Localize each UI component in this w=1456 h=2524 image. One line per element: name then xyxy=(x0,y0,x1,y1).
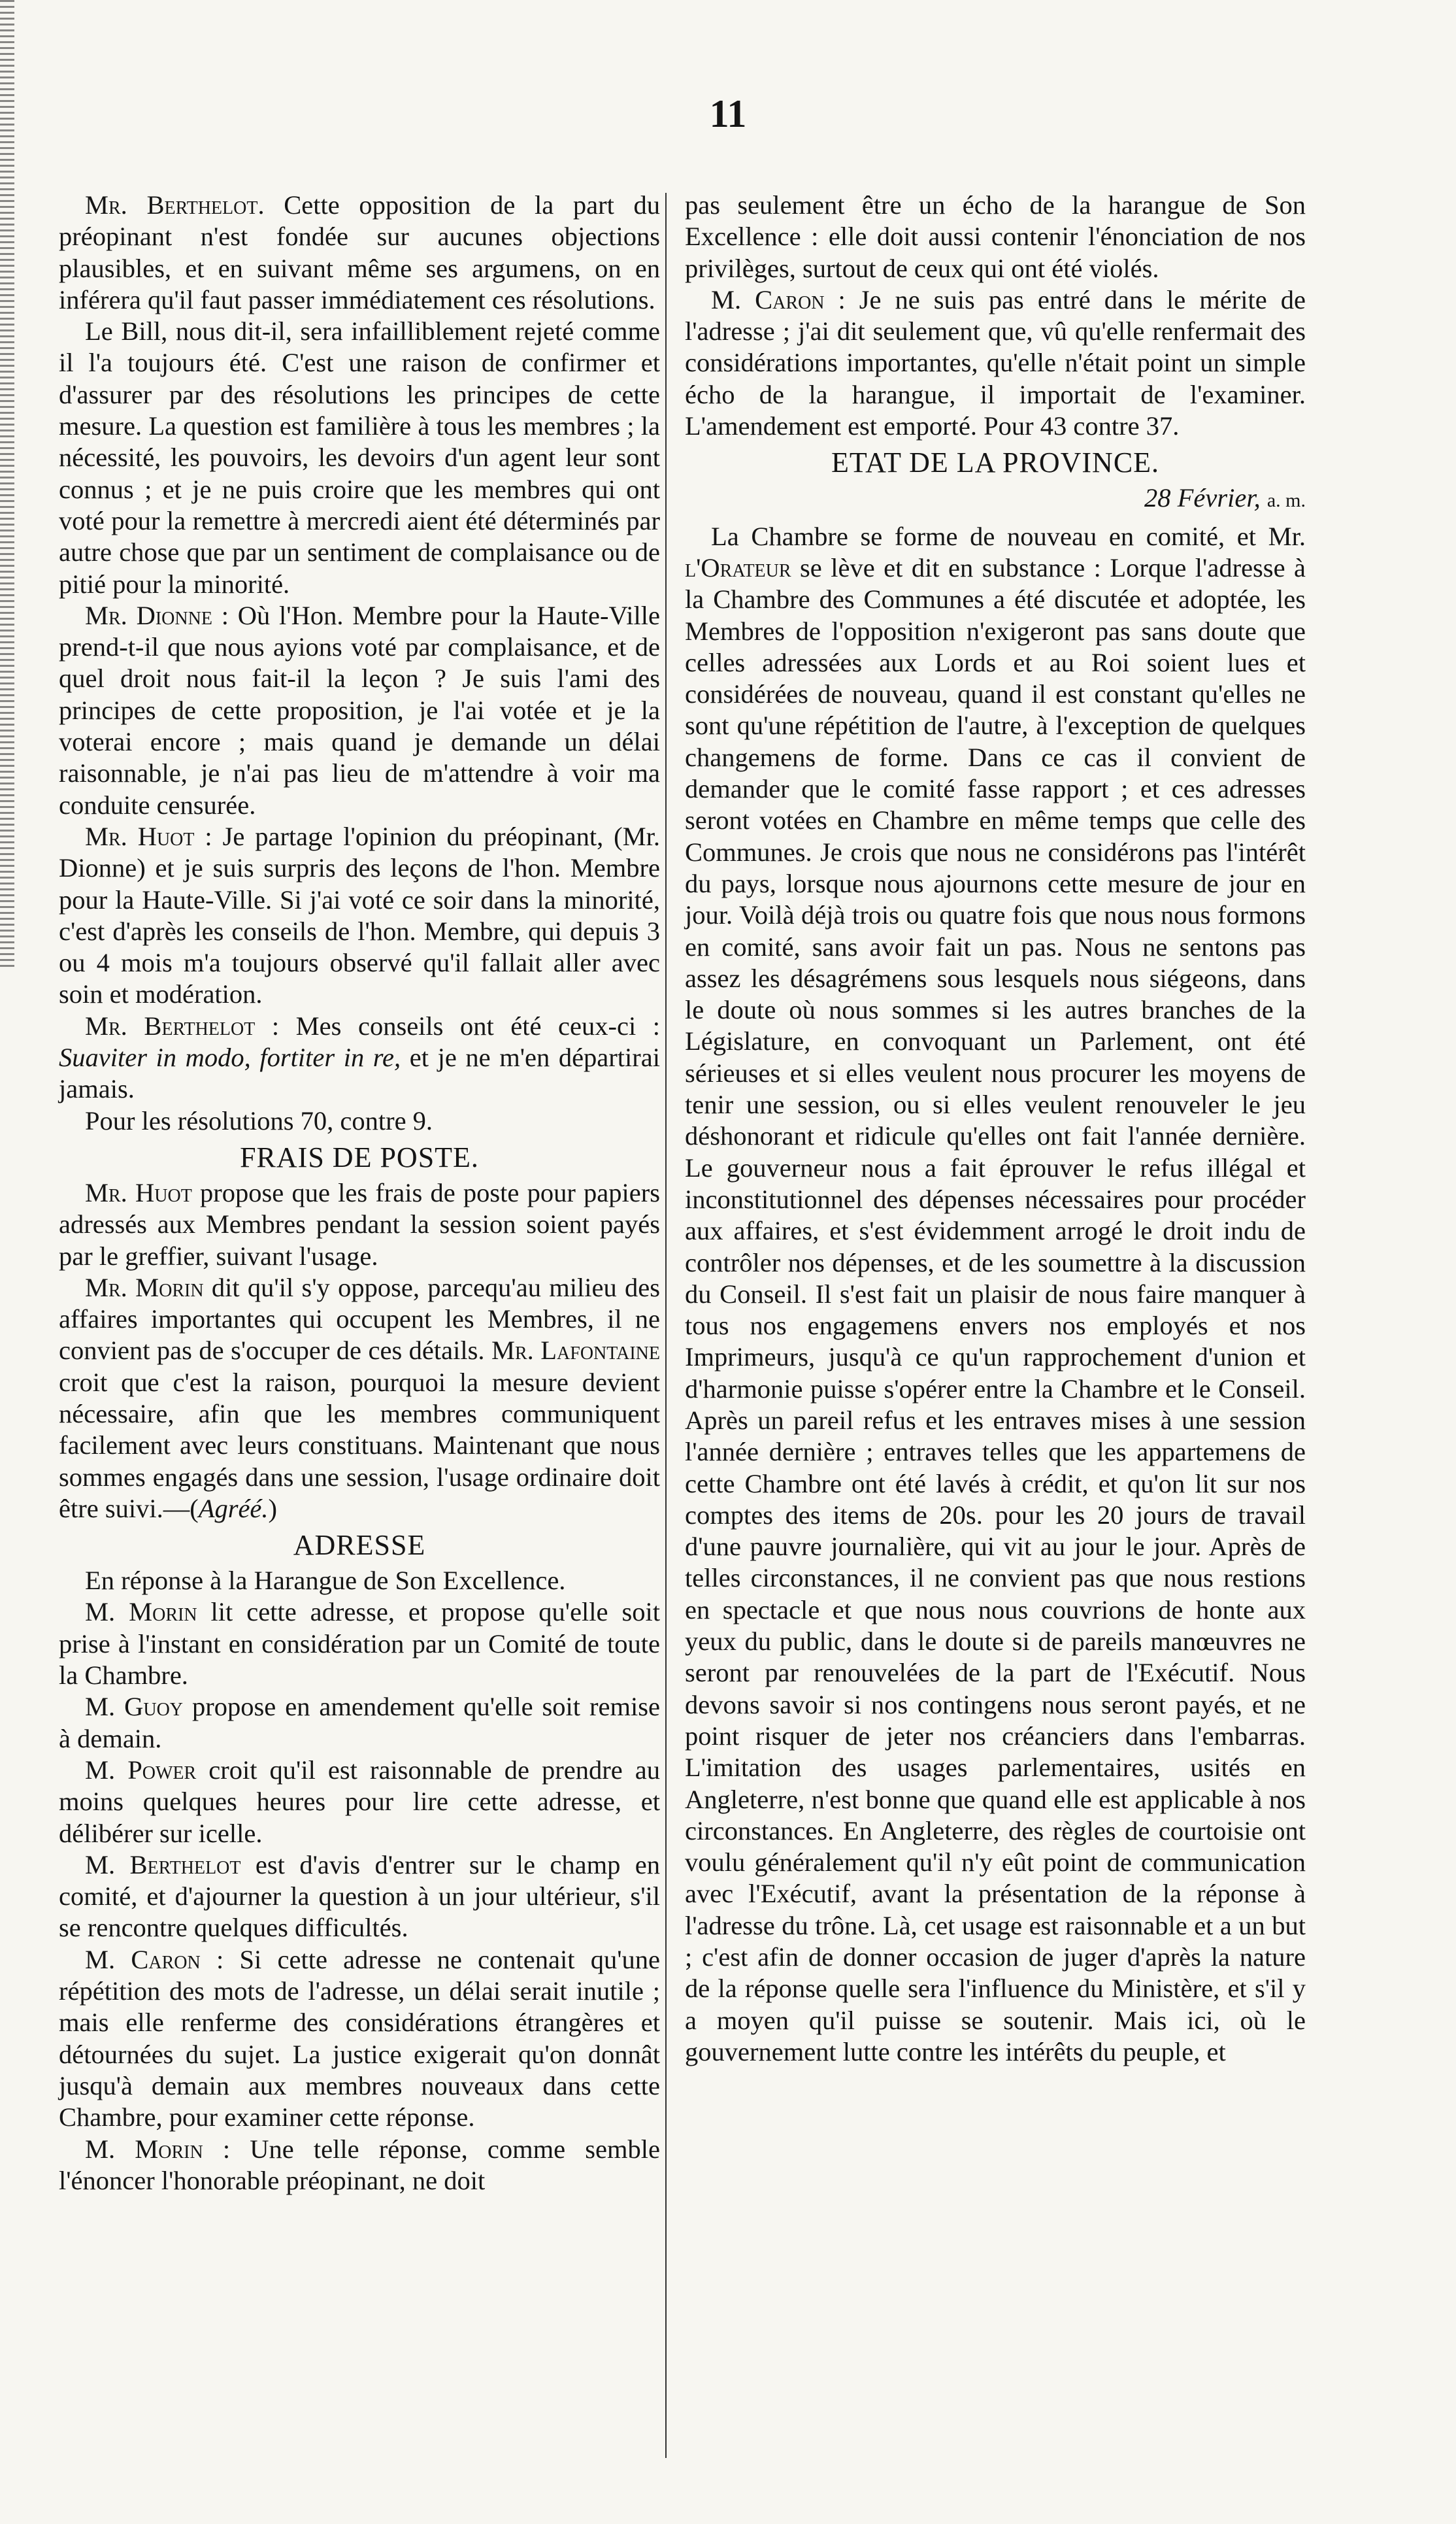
paragraph-text: ) xyxy=(268,1493,278,1523)
paragraph xyxy=(59,316,660,600)
paragraph-text: Je partage l'opinion du préopinant, (Mr. Dionne) et je suis surpris des leçons de l'hon. Membre pour la Haute-Ville. Si j'ai voté ce soir dans la minorité, c'est d'après les conseils de l'hon. Membre, qui depuis 3 ou 4 mois m'a toujours observé qu'il fallait aller avec soin et modération. xyxy=(59,821,660,1009)
speaker-name: M. Caron : xyxy=(85,1944,224,1974)
paragraph-text: dit qu'il s'y oppose, parcequ'au milieu des affaires importantes qui occupent les Membres, il ne convient pas de s'occuper de ces détails. xyxy=(59,1272,660,1366)
latin-phrase: Suaviter in modo, fortiter in re, xyxy=(59,1043,401,1073)
paragraph xyxy=(685,521,1306,2068)
section-heading: ADRESSE xyxy=(293,1529,426,1562)
paragraph xyxy=(59,1272,660,1524)
paragraph-text: La Chambre se forme de nouveau en comité, et Mr. xyxy=(711,521,1306,551)
paragraph-text: Si cette adresse ne contenait qu'une répétition des mots de l'adresse, un délai serait inutile ; mais elle renferme des considérations étrangères et détournées du sujet. La justice exigerait qu'on donnât jusqu'à demain aux membres nouveaux dans cette Chambre, pour examiner cette réponse. xyxy=(59,1944,661,2132)
speaker-name: M. Power xyxy=(85,1755,197,1785)
paragraph xyxy=(685,284,1306,442)
paragraph xyxy=(59,2134,660,2197)
speaker-name: M. Guoy xyxy=(85,1692,184,1722)
paragraph-text: Une telle réponse, comme semble l'énoncer l'honorable préopinant, ne doit xyxy=(59,2134,660,2195)
paragraph-text: lit cette adresse, et propose qu'elle soit prise à l'instant en considération par un Comité de toute la Chambre. xyxy=(59,1597,660,1691)
speaker-name: Mr. Berthelot : xyxy=(85,1011,280,1041)
paragraph xyxy=(59,1691,660,1755)
paragraph-text: En réponse à la Harangue de Son Excellence. xyxy=(85,1566,566,1596)
dateline-date: 28 Février, xyxy=(1144,483,1261,513)
right-column xyxy=(685,190,1306,2068)
paragraph xyxy=(59,600,660,821)
paragraph xyxy=(59,1105,660,1137)
paragraph xyxy=(685,190,1306,284)
paragraph xyxy=(59,821,660,1011)
paragraph-text: Cette opposition de la part du préopinant n'est fondée sur aucunes objections plausibles, et en suivant même ses argumens, on en inférera qu'il faut passer immédiatement ces résolutions. xyxy=(59,190,661,314)
section-heading: ETAT DE LA PROVINCE. xyxy=(831,446,1160,479)
page-number: 11 xyxy=(709,92,747,135)
paragraph xyxy=(59,1849,660,1944)
speaker-name: Mr. Huot xyxy=(85,1177,192,1207)
column-divider xyxy=(665,193,667,2458)
speaker-name: M. Morin : xyxy=(85,2134,231,2164)
left-column xyxy=(59,190,660,2196)
paragraph-text: et je ne m'en départirai jamais. xyxy=(59,1043,660,1104)
paragraph xyxy=(59,1944,660,2134)
paragraph xyxy=(59,1596,660,1691)
paragraph-text: est d'avis d'entrer sur le champ en comité, et d'ajourner la question à un jour ultérieur, s'il se rencontre quelques difficultés. xyxy=(59,1849,661,1943)
speaker-name: l'Orateur xyxy=(685,552,791,582)
paragraph xyxy=(59,1011,660,1105)
speaker-name: M. Caron : xyxy=(711,284,846,314)
speaker-name: M. Morin xyxy=(85,1597,197,1627)
paragraph xyxy=(59,1177,660,1272)
paragraph-text: croit qu'il est raisonnable de prendre au moins quelques heures pour lire cette adresse, et délibérer sur icelle. xyxy=(59,1755,660,1848)
dateline xyxy=(685,482,1306,516)
paragraph-text: propose que les frais de poste pour papiers adressés aux Membres pendant la session soient payés par le greffier, suivant l'usage. xyxy=(59,1177,660,1271)
section-heading: FRAIS DE POSTE. xyxy=(240,1141,479,1173)
paragraph-text: pas seulement être un écho de la harangue de Son Excellence : elle doit aussi contenir l'énonciation de nos privilèges, surtout de ceux qui ont été violés. xyxy=(685,190,1306,283)
paragraph xyxy=(59,190,660,316)
paragraph-text: Pour les résolutions 70, contre 9. xyxy=(85,1105,433,1136)
speaker-name: Mr. Lafontaine xyxy=(491,1336,660,1366)
paragraph-text: Le Bill, nous dit-il, sera infailliblement rejeté comme il l'a toujours été. C'est une raison de confirmer et d'assurer par des résolutions les principes de cette mesure. La question est familière à tous les membres ; la nécessité, les pouvoirs, les devoirs d'un agent leur sont connus ; et je ne puis croire que les membres qui ont voté pour la remettre à mercredi aient été déterminés par autre chose que par un sentiment de complaisance ou de pitié pour la minorité. xyxy=(59,316,660,599)
paragraph xyxy=(59,1755,660,1849)
italic-note: Agréé. xyxy=(198,1493,269,1523)
speaker-name: Mr. Dionne : xyxy=(85,600,229,630)
speaker-name: M. Berthelot xyxy=(85,1849,241,1879)
dateline-suffix: a. m. xyxy=(1266,490,1306,512)
paragraph-text: Mes conseils ont été ceux-ci : xyxy=(279,1011,660,1041)
paragraph xyxy=(59,1565,660,1596)
paragraph-text: Où l'Hon. Membre pour la Haute-Ville prend-t-il que nous ayions voté par complaisance, et de quel droit nous fait-il la leçon ? Je suis l'ami des principes de cette proposition, je l'ai votée et je la voterai encore ; mais quand je demande un délai raisonnable, je n'ai pas lieu de m'attendre à voir ma conduite censurée. xyxy=(59,600,660,820)
paragraph-text: croit que c'est la raison, pourquoi la mesure devient nécessaire, afin que les membres communiquent facilement avec leurs constituans. Maintenant que nous sommes engagés dans une session, l'usage ordinaire doit être suivi.—( xyxy=(59,1367,660,1523)
paragraph-text: se lève et dit en substance : Lorque l'adresse à la Chambre des Communes a été discutée et adoptée, les Membres de l'opposition n'exigeront pas sans doute que celles adressées aux Lords et au Roi soient lues et considérées de nouveau, quand il est constant qu'elles ne sont qu'une répétition de l'autre, à l'exception de quelques changemens de forme. Dans ce cas il convient de demander que le comité fasse rapport ; et ces adresses seront votées en Chambre en même temps que celle des Communes. Je crois que nous ne considérons pas l'intérêt du pays, lorsque nous ajournons cette mesure de jour en jour. Voilà déjà trois ou quatre fois que nous nous formons en comité, sans avoir fait un pas. Nous ne sentons pas assez les désagrémens sous lesquels nous siégeons, dans le doute où nous sommes si les autres branches de la Législature, en convoquant un Parlement, ont été sérieuses et si elles veulent nous procurer les moyens de tenir une session, ou si elles veulent renouveler le jeu déshonorant et ridicule qu'elles ont fait l'année dernière. Le gouverneur nous a fait éprouver le refus illégal et inconstitutionnel des dépenses nécessaires pour procéder aux affaires, et s'est évidemment arrogé le droit indu de contrôler nos dépenses, et de les soumettre à la discussion du Conseil. Il s'est fait un plaisir de nous faire manquer à tous nos engagemens envers nos employés et nos Imprimeurs, jusqu'à ce qu'un rapprochement d'union et d'harmonie puisse s'opérer entre la Chambre et le Conseil. Après un pareil refus et les entraves mises à une session l'année dernière ; entraves telles que les appartemens de cette Chambre ont été lavés à crédit, et qu'on lit sur nos comptes des items de 20s. pour les 20 jours de travail d'une pauvre journalière, qui vit au jour le jour. Après de telles circonstances, il ne convient pas que nous restions en spectacle et que nous nous couvrions de honte aux yeux du public, dans le doute si de pareils manœuvres ne seront par renouvelées de la part de l'Exécutif. Nous devons savoir si nos contingens nous seront payés, et ne point risquer de jeter nos créanciers dans l'embarras. L'imitation des usages parlementaires, usités en Angleterre, n'est bonne que quand elle est applicable à nos circonstances. En Angleterre, des règles de courtoisie ont voulu généralement qu'il n'y eût point de communication avec l'Exécutif, avant la présentation de la réponse à l'adresse du trône. Là, cet usage est raisonnable et a un but ; c'est afin de donner occasion de juger d'après la nature de la réponse quelle sera l'influence du Ministère, et s'il y a moyen qu'il puisse se soutenir. Mais ici, où le gouvernement lutte contre les intérêts du peuple, et xyxy=(685,552,1306,2066)
page-edge-scan-marks xyxy=(0,0,14,968)
speaker-name: Mr. Berthelot. xyxy=(85,190,265,220)
speaker-name: Mr. Morin xyxy=(85,1272,204,1302)
speaker-name: Mr. Huot : xyxy=(85,821,212,851)
paragraph-text: Je ne suis pas entré dans le mérite de l'adresse ; j'ai dit seulement que, vû qu'elle renfermait des considérations importantes, qu'elle n'était point un simple écho de la harangue, il importait de l'examiner. L'amendement est emporté. Pour 43 contre 37. xyxy=(685,284,1306,441)
paragraph-text: propose en amendement qu'elle soit remise à demain. xyxy=(59,1692,660,1753)
